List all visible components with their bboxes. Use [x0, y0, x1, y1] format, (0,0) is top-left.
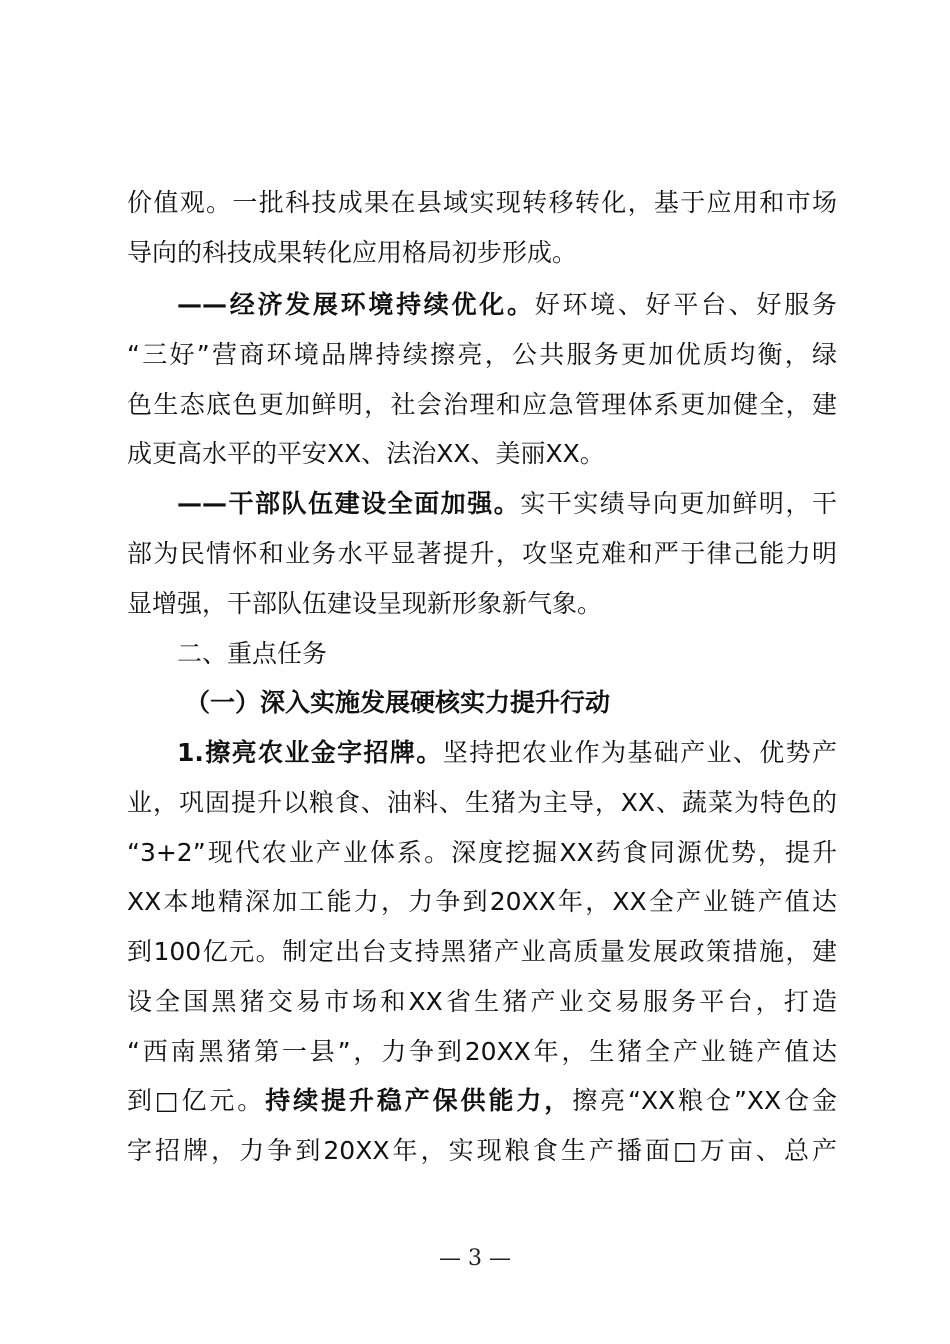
paragraph-line — [127, 1083, 837, 1119]
bold-lead: 1.擦亮农业金字招牌。 — [177, 738, 443, 767]
paragraph-line: 到100亿元。制定出台支持黑猪产业高质量发展政策措施，建 — [127, 937, 837, 966]
paragraph-line: 部为民情怀和业务水平显著提升，攻坚克难和严于律己能力明 — [127, 539, 837, 568]
bold-lead: ——经济发展环境持续优化。 — [177, 290, 535, 319]
paragraph-text: 好环境、好平台、好服务 — [534, 290, 837, 319]
paragraph-line — [177, 287, 837, 323]
paragraph-text: 到□亿元。 — [127, 1086, 266, 1115]
paragraph-line: 成更高水平的平安XX、法治XX、美丽XX。 — [127, 439, 605, 468]
bold-phrase: 持续提升稳产保供能力， — [265, 1086, 573, 1115]
paragraph-text: 实干实绩导向更加鲜明，干 — [520, 489, 837, 518]
paragraph-line — [177, 486, 837, 522]
paragraph-line: 设全国黑猪交易市场和XX省生猪产业交易服务平台，打造 — [127, 987, 837, 1016]
paragraph-text: 擦亮“XX粮仓”XX仓金 — [572, 1086, 837, 1115]
paragraph-line: “西南黑猪第一县”，力争到20XX年，生猪全产业链产值达 — [127, 1037, 837, 1066]
bold-lead: ——干部队伍建设全面加强。 — [177, 489, 521, 518]
paragraph-line: 字招牌，力争到20XX年，实现粮食生产播面□万亩、总产 — [127, 1136, 837, 1165]
page-number: — 3 — — [439, 1246, 511, 1271]
subsection-heading: （一）深入实施发展硬核实力提升行动 — [185, 688, 611, 717]
paragraph-line — [177, 735, 837, 771]
paragraph-line: 显增强，干部队伍建设呈现新形象新气象。 — [127, 589, 603, 618]
paragraph-line: 色生态底色更加鲜明，社会治理和应急管理体系更加健全，建 — [127, 390, 837, 419]
section-heading: 二、重点任务 — [177, 639, 328, 668]
paragraph-line: “3+2”现代农业产业体系。深度挖掘XX药食同源优势，提升 — [127, 838, 837, 867]
paragraph-line: 价值观。一批科技成果在县域实现转移转化，基于应用和市场 — [127, 188, 837, 217]
paragraph-line: 导向的科技成果转化应用格局初步形成。 — [127, 238, 578, 267]
paragraph-line: 业，巩固提升以粮食、油料、生猪为主导，XX、蔬菜为特色的 — [127, 788, 837, 817]
paragraph-text: 坚持把农业作为基础产业、优势产 — [442, 738, 837, 767]
paragraph-line: XX本地精深加工能力，力争到20XX年，XX全产业链产值达 — [127, 887, 837, 916]
paragraph-line: “三好”营商环境品牌持续擦亮，公共服务更加优质均衡，绿 — [127, 340, 837, 369]
